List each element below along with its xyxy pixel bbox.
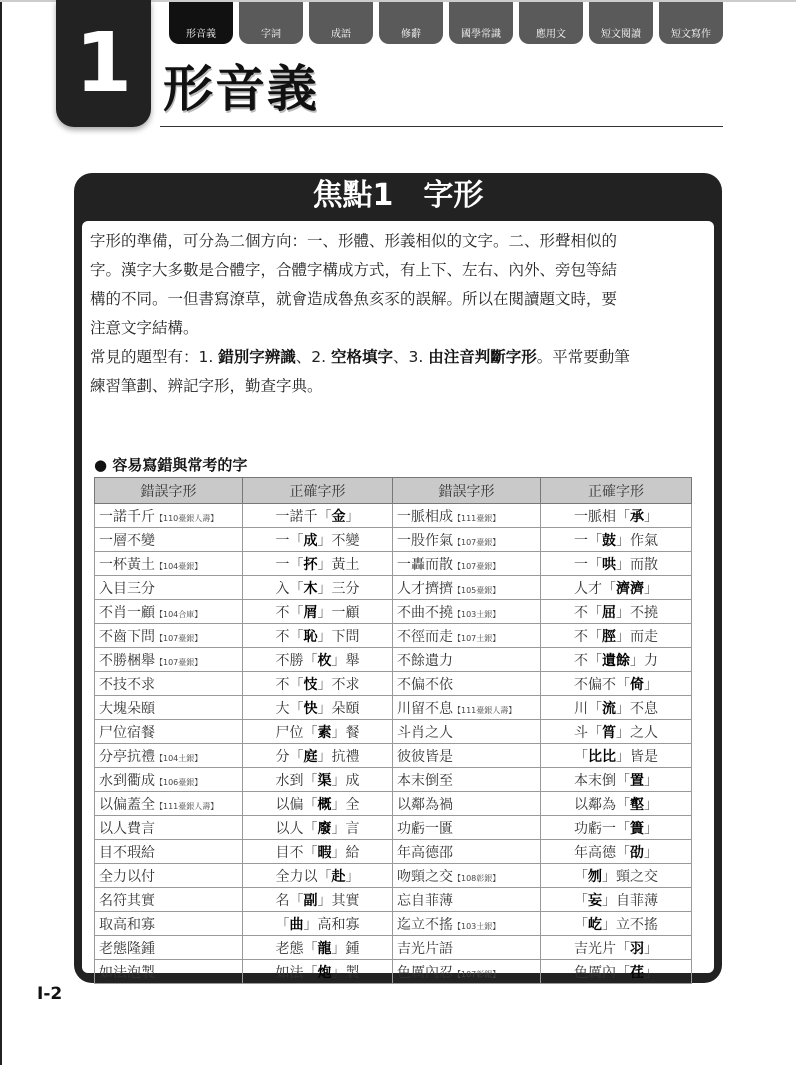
wrong-form-cell: 不徑而走【107土銀】 (393, 624, 541, 648)
chapter-tabs (169, 2, 791, 44)
exam-source-note: 【104臺銀】 (155, 561, 203, 571)
exam-source-note: 【107土銀】 (453, 633, 501, 643)
table-row (95, 696, 692, 720)
table-row (95, 840, 692, 864)
correct-form-cell: 一「鼓」作氣 (541, 528, 692, 552)
column-header: 正確字形 (541, 478, 692, 504)
wrong-form-cell: 大塊朵頤 (95, 696, 243, 720)
correct-form-cell: 不「脛」而走 (541, 624, 692, 648)
intro-text (90, 227, 710, 401)
table-row (95, 504, 692, 528)
tab-zici[interactable]: 字詞 (239, 2, 303, 44)
exam-source-note: 【104土銀】 (155, 753, 203, 763)
correct-form-cell: 不偏不「倚」 (541, 672, 692, 696)
tab-xingyinyi[interactable]: 形音義 (169, 2, 233, 44)
table-row (95, 888, 692, 912)
wrong-form-cell: 彼彼皆是 (393, 744, 541, 768)
intro-line: 字形的準備，可分為二個方向：一、形體、形義相似的文字。二、形聲相似的 (90, 232, 618, 250)
correct-form-cell: 如法「炮」製 (243, 960, 393, 984)
tab-duanwen-yuedu[interactable]: 短文閱讀 (589, 2, 653, 44)
wrong-form-cell: 不偏不依 (393, 672, 541, 696)
character-table (94, 477, 692, 984)
wrong-form-cell: 不肖一顧【104合庫】 (95, 600, 243, 624)
intro-line: 字。漢字大多數是合體字，合體字構成方式，有上下、左右、內外、旁包等結 (90, 261, 618, 279)
correct-form-cell: 水到「渠」成 (243, 768, 393, 792)
wrong-form-cell: 斗肖之人 (393, 720, 541, 744)
correct-form-cell: 本末倒「置」 (541, 768, 692, 792)
exam-source-note: 【107彰銀】 (453, 969, 501, 979)
correct-form-cell: 不「恥」下問 (243, 624, 393, 648)
wrong-form-cell: 不勝梱舉【107臺銀】 (95, 648, 243, 672)
page-spine-line (0, 0, 2, 1065)
table-row (95, 576, 692, 600)
correct-form-cell: 「屹」立不搖 (541, 912, 692, 936)
table-row (95, 672, 692, 696)
tab-yingyongwen[interactable]: 應用文 (519, 2, 583, 44)
type-typo-identification: 錯別字辨識 (218, 348, 296, 366)
exam-source-note: 【107臺銀】 (155, 657, 203, 667)
exam-source-note: 【110臺銀人壽】 (155, 513, 219, 523)
exam-source-note: 【105臺銀】 (453, 585, 501, 595)
exam-source-note: 【108彰銀】 (453, 873, 501, 883)
exam-source-note: 【111臺銀人壽】 (453, 705, 517, 715)
correct-form-cell: 斗「筲」之人 (541, 720, 692, 744)
wrong-form-cell: 吻頸之交【108彰銀】 (393, 864, 541, 888)
wrong-form-cell: 不曲不撓【103土銀】 (393, 600, 541, 624)
wrong-form-cell: 一杯黃土【104臺銀】 (95, 552, 243, 576)
exam-source-note: 【106臺銀】 (155, 777, 203, 787)
correct-form-cell: 不「屈」不撓 (541, 600, 692, 624)
bullet-icon: ● (94, 456, 108, 474)
correct-form-cell: 一「哄」而散 (541, 552, 692, 576)
chapter-title: 形音義 (163, 60, 319, 118)
correct-form-cell: 一諾千「金」 (243, 504, 393, 528)
wrong-form-cell: 忘自菲薄 (393, 888, 541, 912)
exam-source-note: 【103土銀】 (453, 609, 501, 619)
wrong-form-cell: 以鄰為禍 (393, 792, 541, 816)
correct-form-cell: 老態「龍」鍾 (243, 936, 393, 960)
wrong-form-cell: 目不瑕給 (95, 840, 243, 864)
wrong-form-cell: 迄立不搖【103土銀】 (393, 912, 541, 936)
wrong-form-cell: 一股作氣【107臺銀】 (393, 528, 541, 552)
types-suffix: 。平常要動筆 (536, 348, 630, 366)
exam-source-note: 【111臺銀】 (453, 513, 501, 523)
wrong-form-cell: 名符其實 (95, 888, 243, 912)
wrong-form-cell: 人才擠擠【105臺銀】 (393, 576, 541, 600)
tab-chengyu[interactable]: 成語 (309, 2, 373, 44)
correct-form-cell: 人才「濟濟」 (541, 576, 692, 600)
wrong-form-cell: 一層不變 (95, 528, 243, 552)
table-row (95, 816, 692, 840)
wrong-form-cell: 老態隆鍾 (95, 936, 243, 960)
correct-form-cell: 川「流」不息 (541, 696, 692, 720)
wrong-form-cell: 川留不息【111臺銀人壽】 (393, 696, 541, 720)
focus-title: 焦點1 字形 (312, 178, 484, 213)
table-row (95, 864, 692, 888)
table-row (95, 936, 692, 960)
table-row (95, 528, 692, 552)
exam-source-note: 【107臺銀】 (453, 561, 501, 571)
correct-form-cell: 「妄」自菲薄 (541, 888, 692, 912)
wrong-form-cell: 以偏蓋全【111臺銀人壽】 (95, 792, 243, 816)
correct-form-cell: 不勝「枚」舉 (243, 648, 393, 672)
correct-form-cell: 以鄰為「壑」 (541, 792, 692, 816)
correct-form-cell: 不「屑」一顧 (243, 600, 393, 624)
wrong-form-cell: 入目三分 (95, 576, 243, 600)
correct-form-cell: 色厲內「荏」 (541, 960, 692, 984)
type-fill-in-blank: 空格填字 (330, 348, 393, 366)
table-row (95, 792, 692, 816)
intro-line: 注意文字結構。 (90, 319, 199, 337)
wrong-form-cell: 取高和寡 (95, 912, 243, 936)
correct-form-cell: 目不「暇」給 (243, 840, 393, 864)
wrong-form-cell: 不餘遺力 (393, 648, 541, 672)
focus-box (74, 173, 722, 983)
table-row (95, 552, 692, 576)
types-line-2: 練習筆劃、辨記字形，勤查字典。 (90, 377, 323, 395)
correct-form-cell: 不「遺餘」力 (541, 648, 692, 672)
wrong-form-cell: 本末倒至 (393, 768, 541, 792)
wrong-form-cell: 以人費言 (95, 816, 243, 840)
focus-content (82, 221, 714, 981)
tab-duanwen-xiezuo[interactable]: 短文寫作 (659, 2, 723, 44)
correct-form-cell: 以偏「概」全 (243, 792, 393, 816)
question-types-line (90, 343, 710, 372)
title-divider (160, 126, 723, 127)
column-header: 正確字形 (243, 478, 393, 504)
wrong-form-cell: 分亭抗禮【104土銀】 (95, 744, 243, 768)
section-heading (94, 454, 247, 475)
wrong-form-cell: 全力以付 (95, 864, 243, 888)
chapter-number-block (56, 0, 151, 127)
wrong-form-cell: 一脈相成【111臺銀】 (393, 504, 541, 528)
correct-form-cell: 入「木」三分 (243, 576, 393, 600)
correct-form-cell: 年高德「劭」 (541, 840, 692, 864)
table-row (95, 624, 692, 648)
correct-form-cell: 名「副」其實 (243, 888, 393, 912)
exam-source-note: 【107臺銀】 (155, 633, 203, 643)
wrong-form-cell: 吉光片語 (393, 936, 541, 960)
table-row (95, 960, 692, 984)
wrong-form-cell: 如法泡製 (95, 960, 243, 984)
section-title: 容易寫錯與常考的字 (112, 456, 248, 474)
correct-form-cell: 一「成」不變 (243, 528, 393, 552)
table-row (95, 600, 692, 624)
wrong-form-cell: 一諾千斤【110臺銀人壽】 (95, 504, 243, 528)
wrong-form-cell: 功虧一匱 (393, 816, 541, 840)
wrong-form-cell: 年高德邵 (393, 840, 541, 864)
column-header: 錯誤字形 (95, 478, 243, 504)
chapter-number: 1 (74, 16, 133, 111)
types-prefix: 常見的題型有：1. (90, 348, 219, 366)
table-row (95, 720, 692, 744)
correct-form-cell: 以人「廢」言 (243, 816, 393, 840)
correct-form-cell: 分「庭」抗禮 (243, 744, 393, 768)
exam-source-note: 【104合庫】 (155, 609, 203, 619)
column-header: 錯誤字形 (393, 478, 541, 504)
table-row (95, 648, 692, 672)
tab-guoxue[interactable]: 國學常識 (449, 2, 513, 44)
correct-form-cell: 尸位「素」餐 (243, 720, 393, 744)
wrong-form-cell: 不齒下問【107臺銀】 (95, 624, 243, 648)
exam-source-note: 【103土銀】 (453, 921, 501, 931)
correct-form-cell: 不「忮」不求 (243, 672, 393, 696)
table-row (95, 744, 692, 768)
correct-form-cell: 吉光片「羽」 (541, 936, 692, 960)
intro-line: 構的不同。一但書寫潦草，就會造成魯魚亥豕的誤解。所以在閱讀題文時，要 (90, 290, 618, 308)
types-sep: 、3. (392, 348, 429, 366)
exam-source-note: 【107臺銀】 (453, 537, 501, 547)
correct-form-cell: 「曲」高和寡 (243, 912, 393, 936)
table-row (95, 912, 692, 936)
wrong-form-cell: 尸位宿餐 (95, 720, 243, 744)
correct-form-cell: 「刎」頸之交 (541, 864, 692, 888)
correct-form-cell: 一脈相「承」 (541, 504, 692, 528)
types-sep: 、2. (295, 348, 331, 366)
correct-form-cell: 功虧一「簣」 (541, 816, 692, 840)
correct-form-cell: 一「抔」黃土 (243, 552, 393, 576)
type-zhuyin-to-char: 由注音判斷字形 (428, 348, 537, 366)
wrong-form-cell: 不技不求 (95, 672, 243, 696)
correct-form-cell: 「比比」皆是 (541, 744, 692, 768)
page-number: I-2 (37, 984, 63, 1004)
wrong-form-cell: 一轟而散【107臺銀】 (393, 552, 541, 576)
table-row (95, 768, 692, 792)
table-header-row (95, 478, 692, 504)
exam-source-note: 【111臺銀人壽】 (155, 801, 219, 811)
tab-xiuci[interactable]: 修辭 (379, 2, 443, 44)
wrong-form-cell: 色厲內忍【107彰銀】 (393, 960, 541, 984)
correct-form-cell: 全力以「赴」 (243, 864, 393, 888)
correct-form-cell: 大「快」朵頤 (243, 696, 393, 720)
wrong-form-cell: 水到衢成【106臺銀】 (95, 768, 243, 792)
